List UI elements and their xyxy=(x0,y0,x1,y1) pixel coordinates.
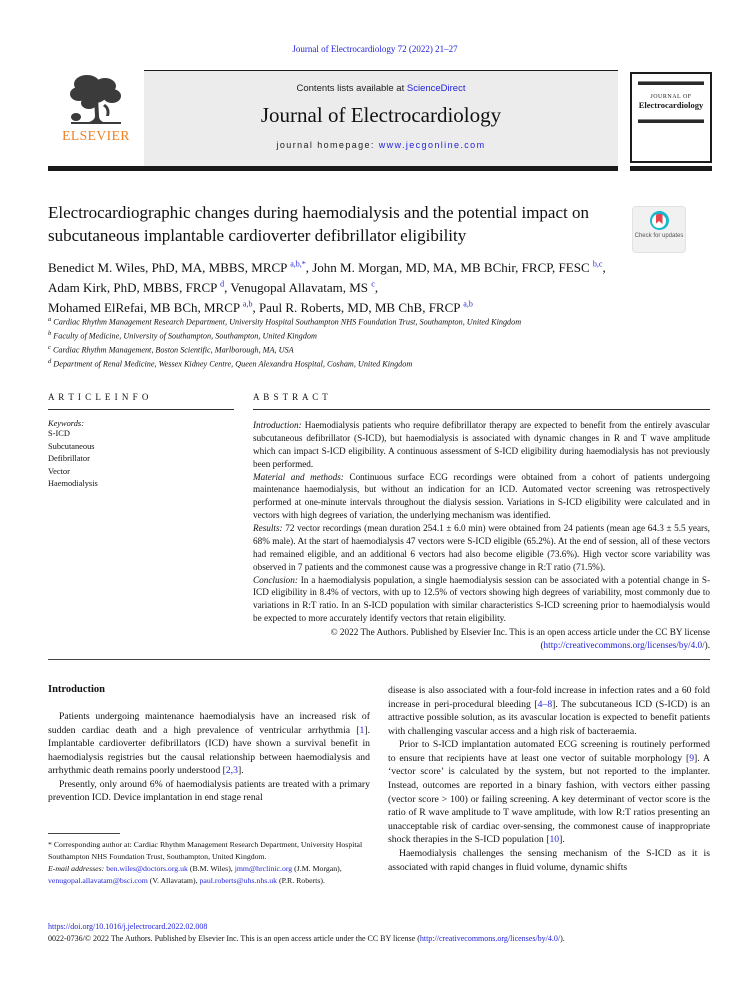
text-run: E-mail addresses: xyxy=(48,864,107,874)
paragraph xyxy=(253,471,710,523)
authors-block xyxy=(48,258,688,318)
abstract-rule xyxy=(253,409,710,410)
header-rule xyxy=(48,166,618,171)
text-run: Haemodialysis challenges the sensing mechanism of the S-ICD as it is associated with rapid changes in fluid volume, dynamic shifts xyxy=(388,847,710,873)
abstract-body xyxy=(253,419,710,625)
section-divider xyxy=(48,659,710,660)
paragraph xyxy=(48,343,688,357)
text-run: Haemodialysis patients who require defibrillator therapy are expected to benefit from the entirely avascular subcutaneous defibrillator (S-ICD), but haemodialysis is associated with dynamic changes in R and T wave amplitude which can impact S-ICD eligibility. A continuous assessment of S-ICD eligibility during haemodialysis has not previously been performed. xyxy=(253,420,710,469)
paragraph xyxy=(48,710,370,778)
text-run: ]. The subcutaneous ICD (S-ICD) is an attractive possible solution, as its avascular location is expected to benefit patients with challenging vascular access and a high risk of bacteraemia. xyxy=(388,698,711,737)
text-run: d xyxy=(220,279,225,289)
text-run: Patients undergoing maintenance haemodialysis have an increased risk of sudden cardiac death and a high prevalence of ventricular arrhythmia [ xyxy=(48,711,370,736)
text-run: disease is also associated with a four-fold increase in infection rates and a 60 fold increase in peri-procedural bleeding [ xyxy=(388,685,710,710)
text-run: Conclusion: xyxy=(253,574,301,585)
paragraph xyxy=(48,778,370,805)
paragraph xyxy=(388,738,710,847)
inline-link[interactable]: 10 xyxy=(549,834,560,846)
page-footer xyxy=(48,921,710,946)
article-info-heading: A R T I C L E I N F O xyxy=(48,392,150,402)
check-updates-icon xyxy=(650,211,669,230)
inline-link[interactable]: 2,3 xyxy=(225,765,238,777)
text-run: , xyxy=(602,260,606,275)
author-line xyxy=(48,278,688,298)
text-run: In a haemodialysis population, a single haemodialysis session can be associated with a potential change in S-ICD eligibility in 8.4% of vectors, with up to 12.5% of vectors showing high degrees of variability, most commonly due to variations in R:T ratio. In an S-ICD population with similar characteristics S-ICD screening prior to haemodialysis would be expected to more accurately identify vectors that retain eligibility. xyxy=(253,574,710,624)
keyword-item: Defibrillator xyxy=(48,454,90,464)
keyword-item: S-ICD xyxy=(48,429,70,438)
text-run: ]. xyxy=(559,834,565,846)
keyword-item: Vector xyxy=(48,466,70,476)
check-updates-label: Check for updates xyxy=(634,233,684,239)
keyword-item: Subcutaneous xyxy=(48,441,95,451)
paragraph xyxy=(253,419,710,471)
cover-title-line1: JOURNAL OF xyxy=(650,94,692,100)
paragraph xyxy=(253,522,710,574)
body-left-column xyxy=(48,684,370,805)
introduction-heading: Introduction xyxy=(48,684,105,695)
text-run: c xyxy=(371,279,375,289)
text-run: (J.M. Morgan), xyxy=(292,864,342,874)
inline-link[interactable]: jmm@hrclinic.org xyxy=(234,864,293,874)
text-run: a,b xyxy=(242,299,253,309)
text-run: c xyxy=(48,344,51,352)
text-run: (V. Allavatam), xyxy=(147,876,200,886)
text-run: , xyxy=(374,280,379,296)
text-run: Cardiac Rhythm Management, Boston Scientific, Marlborough, MA, USA xyxy=(50,345,294,355)
text-run: Adam Kirk, PhD, MBBS, FRCP xyxy=(48,280,221,296)
body-right-column xyxy=(388,684,710,874)
email-addresses-line xyxy=(48,863,370,887)
journal-citation: Journal of Electrocardiology 72 (2022) 21–27 xyxy=(292,44,458,54)
text-run: © 2022 The Authors. Published by Elsevier Inc. This is an open access article under the CC BY license ( xyxy=(330,627,710,650)
elsevier-tree-icon xyxy=(65,72,127,130)
text-run: * Corresponding author at: Cardiac Rhythm Management Research Department, University Hospital Southampton NHS Foundation Trust, Southampton, United Kingdom. xyxy=(48,840,363,862)
keywords-label: Keywords: xyxy=(48,419,84,428)
paragraph xyxy=(48,315,688,329)
homepage-line xyxy=(144,140,618,150)
text-run: 72 vector recordings (mean duration 254.1 ± 6.0 min) were obtained from 24 patients (mean age 64.3 ± 5.5 years, 68% male). At the start of haemodialysis 47 vectors were S-ICD eligible (65.2%). At the end of session, all of these vectors had remained eligible, and an additional 6 vectors had also become eligible (73.6%). High vector score variability was observed in 7 patients and the commonest cause was a progressive change in R:T ratio (71.5%). xyxy=(253,523,710,572)
text-run: 0022-0736/© 2022 The Authors. Published by Elsevier Inc. This is an open access article under the CC BY license ( xyxy=(48,934,420,944)
inline-link[interactable]: paul.roberts@uhs.nhs.uk xyxy=(199,876,278,886)
text-run: ]. Implantable cardioverter defibrillators (ICD) have shown a survival benefit in haemodialysis registries but the causal relationship between haemodialysis and arrhythmic death remains poorly understood [ xyxy=(48,724,370,777)
homepage-link[interactable]: www.jecgonline.com xyxy=(378,140,486,150)
journal-cover-thumbnail[interactable] xyxy=(630,72,712,163)
text-run: ). xyxy=(704,639,710,650)
elsevier-wordmark: ELSEVIER xyxy=(62,128,130,143)
abstract-heading: A B S T R A C T xyxy=(253,392,329,402)
check-for-updates-badge[interactable] xyxy=(632,206,686,253)
paragraph xyxy=(253,574,710,626)
paragraph xyxy=(388,847,710,874)
abstract-copyright xyxy=(253,626,710,652)
corresponding-author-line xyxy=(48,839,370,863)
text-run: Cardiac Rhythm Management Research Department, University Hospital Southampton NHS Foundation Trust, Southampton, United Kingdom xyxy=(51,317,522,327)
text-run: Faculty of Medicine, University of Southampton, Southampton, United Kingdom xyxy=(51,331,317,341)
text-run: , Paul R. Roberts, MD, MB ChB, FRCP xyxy=(252,300,464,316)
text-run: a,b xyxy=(463,299,473,309)
text-run: ]. A ‘vector score’ is calculated by the system, but not reported to the implanter. Instead, outcomes are reported in a binary fashion, with vectors either passing (vector score > 100) or failing screening. A key determinant of vector score is the ratio of R wave amplitude to T wave amplitude, with low R:T ratios presenting an unacceptable risk of cardiac over-sensing, the commonest cause of inappropriate shock therapies in the S-ICD population [ xyxy=(388,752,711,846)
sciencedirect-link[interactable]: ScienceDirect xyxy=(406,83,466,94)
paragraph xyxy=(48,357,688,371)
text-run: b,c xyxy=(592,259,603,269)
cover-bar-top xyxy=(638,81,704,85)
text-run: Results: xyxy=(253,523,286,533)
text-run: Prior to S-ICD implantation automated ECG screening is routinely performed to ensure that recipients have at least one vector of suitable morphology [ xyxy=(388,739,710,764)
footnote-rule xyxy=(48,833,120,834)
license-line xyxy=(48,933,710,945)
text-run: , Venugopal Allavatam, MS xyxy=(224,280,372,296)
text-run: , John M. Morgan, MD, MA, MB BChir, FRCP, FESC xyxy=(305,260,593,275)
text-run: (P.R. Roberts). xyxy=(277,876,325,886)
doi-link[interactable]: https://doi.org/10.1016/j.jelectrocard.2022.02.008 xyxy=(48,922,208,931)
abstract-section xyxy=(253,392,710,652)
introduction-text xyxy=(48,710,370,805)
keyword-item: Haemodialysis xyxy=(48,479,98,489)
cover-bar-bottom xyxy=(638,119,704,123)
inline-link[interactable]: ben.wiles@doctors.org.uk xyxy=(106,864,188,874)
text-run: Department of Renal Medicine, Wessex Kidney Centre, Queen Alexandra Hospital, Cosham, United Kingdom xyxy=(51,359,413,369)
homepage-prefix: journal homepage: xyxy=(276,140,379,150)
contents-prefix: Contents lists available at xyxy=(296,83,407,94)
text-run: b xyxy=(48,330,52,338)
text-run: Continuous surface ECG recordings were obtained from a cohort of patients undergoing maintenance haemodialysis, but without an indication for an ICD. Automated vector screening was retrospectively performed at one-minute intervals throughout the dialysis session. Variations in S-ICD eligibility were calculated and in vectors with high degrees of variation, the underlying mechanism was identified. xyxy=(253,471,710,521)
inline-link[interactable]: venugopal.allavatam@bsci.com xyxy=(48,876,148,886)
inline-link[interactable]: 4–8 xyxy=(537,698,553,710)
text-run: d xyxy=(48,358,52,366)
author-line xyxy=(48,258,688,278)
corresponding-author-footnote xyxy=(48,833,370,887)
text-run: a xyxy=(48,316,52,323)
article-info-section xyxy=(48,392,234,491)
paragraph xyxy=(388,684,710,738)
cover-title-line2: Electrocardiology xyxy=(638,100,704,110)
journal-header xyxy=(48,70,712,171)
contents-line xyxy=(144,83,618,94)
elsevier-logo[interactable] xyxy=(48,70,144,166)
text-run: (B.M. Wiles), xyxy=(187,864,235,874)
cover-rule xyxy=(630,166,712,171)
inline-link[interactable]: 1 xyxy=(359,724,365,736)
text-run: Introduction: xyxy=(253,420,305,430)
keywords-list xyxy=(48,428,234,491)
inline-link[interactable]: http://creativecommons.org/licenses/by/4.0/ xyxy=(419,934,561,944)
text-run: ]. xyxy=(237,765,244,777)
inline-link[interactable]: http://creativecommons.org/licenses/by/4.0/ xyxy=(543,639,705,650)
text-run: Mohamed ElRefai, MB BCh, MRCP xyxy=(48,300,243,316)
text-run: Benedict M. Wiles, PhD, MA, MBBS, MRCP xyxy=(48,260,291,275)
text-run: ). xyxy=(560,934,565,944)
text-run: a,b,* xyxy=(290,259,306,269)
journal-title: Journal of Electrocardiology xyxy=(260,103,502,127)
text-run: Material and methods: xyxy=(253,471,350,482)
text-run: Presently, only around 6% of haemodialysis patients are treated with a primary prevention ICD. Device implantation in end stage renal xyxy=(48,778,370,804)
inline-link[interactable]: 9 xyxy=(689,752,695,764)
article-title: Electrocardiographic changes during haemodialysis and the potential impact on subcutaneous implantable cardioverter defibrillator eligibility xyxy=(48,203,589,246)
article-info-rule xyxy=(48,409,234,410)
paragraph xyxy=(48,329,688,343)
affiliations-block xyxy=(48,315,688,371)
banner xyxy=(144,70,618,166)
